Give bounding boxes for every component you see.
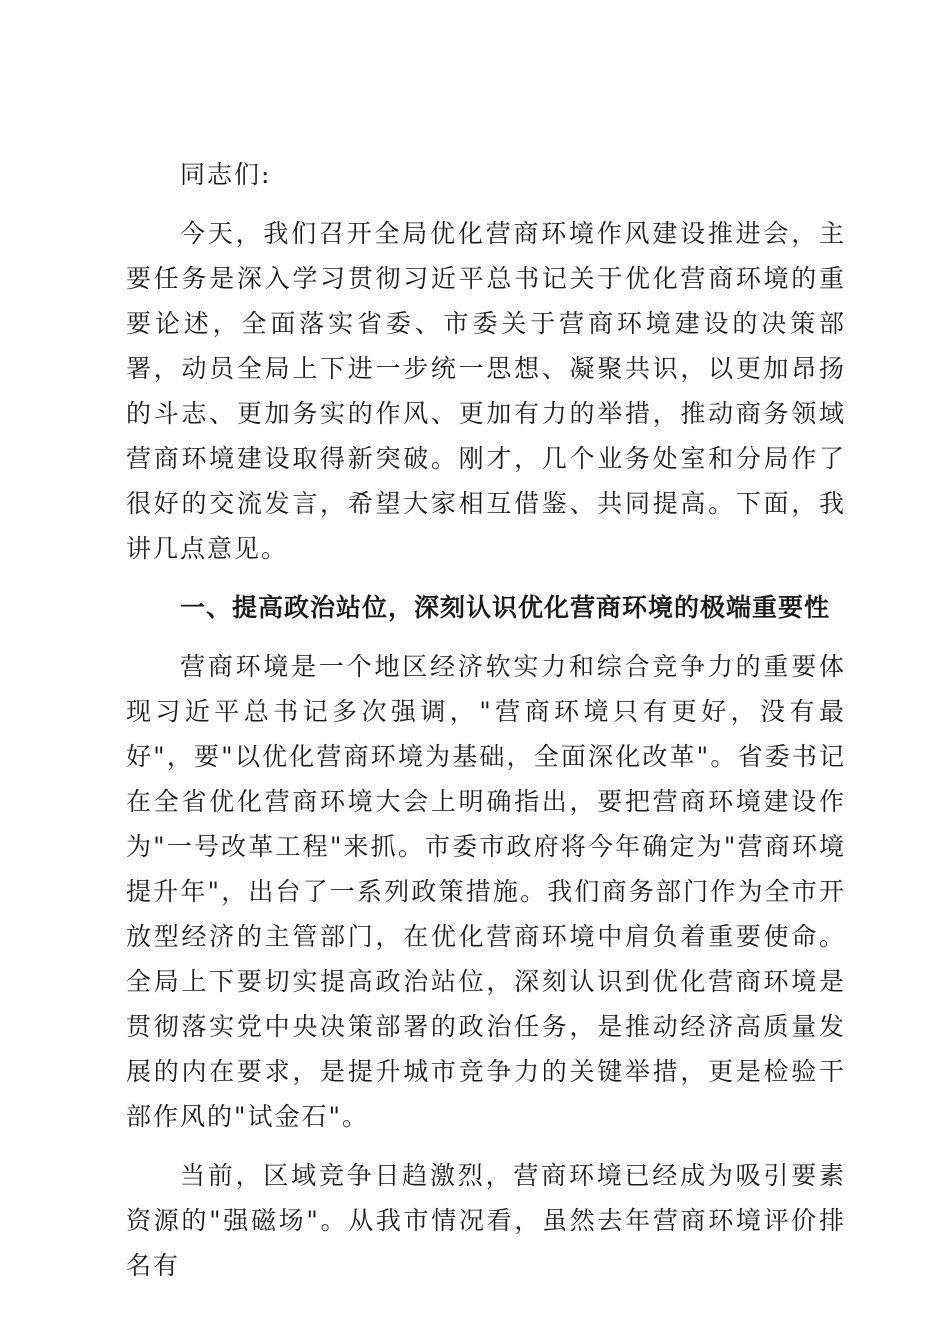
section-heading-1: 一、提高政治站位，深刻认识优化营商环境的极端重要性 [180, 593, 831, 622]
salutation: 同志们: [180, 160, 272, 189]
section1-paragraph-2: 当前，区域竞争日趋激烈，营商环境已经成为吸引要素资源的"强磁场"。从我市情况看，虽然去年营商环境评价排名有 [126, 1161, 846, 1280]
section1-paragraph-1: 营商环境是一个地区经济软实力和综合竞争力的重要体现习近平总书记多次强调，"营商环境只有更好，没有最好"，要"以优化营商环境为基础，全面深化改革"。省委书记在全省优化营商环境大会上明确指出，要把营商环境建设作为"一号改革工程"来抓。市委市政府将今年确定为"营商环境提升年"，出台了一系列政策措施。我们商务部门作为全市开放型经济的主管部门，在优化营商环境中肩负着重要使命。全局上下要切实提高政治站位，深刻认识到优化营商环境是贯彻落实党中央决策部署的政治任务，是推动经济高质量发展的内在要求，是提升城市竞争力的关键举措，更是检验干部作风的"试金石"。 [126, 652, 846, 1131]
document-body [126, 152, 846, 1302]
intro-paragraph: 今天，我们召开全局优化营商环境作风建设推进会，主要任务是深入学习贯彻习近平总书记关于优化营商环境的重要论述，全面落实省委、市委关于营商环境建设的决策部署，动员全局上下进一步统一思想、凝聚共识，以更加昂扬的斗志、更加务实的作风、更加有力的举措，推动商务领域营商环境建设取得新突破。刚才，几个业务处室和分局作了很好的交流发言，希望大家相互借鉴、共同提高。下面，我讲几点意见。 [126, 219, 846, 563]
